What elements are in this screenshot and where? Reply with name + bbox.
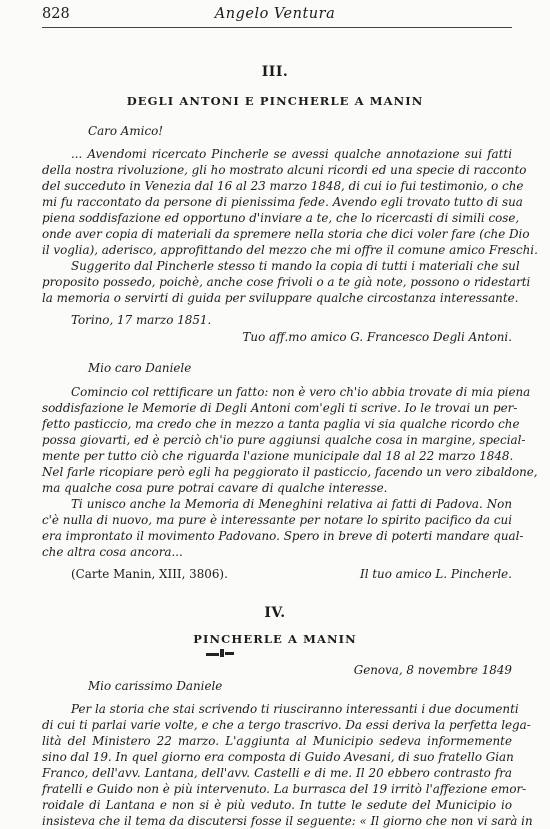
text-line: insisteva che il tema da discutersi fosse il seguente: « Il giorno che non vi sarà in	[42, 814, 533, 828]
text-line: di cui ti parlai varie volte, e che a tergo trascrivo. Da essi deriva la perfetta lega-	[42, 718, 531, 732]
header-rule	[42, 27, 512, 28]
text-line: Franco, dell'avv. Lantana, dell'avv. Castelli e di me. Il 20 ebbero contrasto fra	[42, 766, 512, 780]
text-line: fetto pasticcio, ma credo che in mezzo a tanta paglia vi sia qualche ricordo che	[42, 417, 520, 431]
text-line: della nostra rivoluzione, gli ho mostrato alcuni ricordi ed una specie di racconto	[42, 163, 527, 177]
text-line: lità del Ministero 22 marzo. L'aggiunta al Municipio sedeva informemente	[42, 734, 512, 748]
text-line: roidale di Lantana e non si è più veduto. In tutte le sedute del Municipio io	[42, 798, 512, 812]
text-line: era improntato il movimento Padovano. Spero in breve di poterti mandare qual-	[42, 529, 524, 543]
text-line: onde aver copia di materiali da spremere nella storia che dici voler fare (che Dio	[42, 227, 530, 241]
page-number: 828	[42, 6, 70, 22]
letter-salutation: Mio carissimo Daniele	[88, 679, 223, 693]
text-line: proposito possedo, poichè, anche cose frivoli o a te già note, possono o ridestarti	[42, 275, 531, 289]
text-line: fratelli e Guido non è più intervenuto. La burrasca del 19 irritò l'affezione emor-	[42, 782, 527, 796]
section-heading: DEGLI ANTONI E PINCHERLE A MANIN	[126, 94, 424, 108]
letter-salutation: Caro Amico!	[88, 124, 164, 138]
text-line: Ti unisco anche la Memoria di Meneghini relativa ai fatti di Padova. Non	[71, 497, 512, 511]
text-line: Comincio col rettificare un fatto: non è vero ch'io abbia trovate di mia piena	[71, 385, 531, 399]
text-line: sino dal 19. In quel giorno era composta di Guido Avesani, di suo fratello Gian	[42, 750, 514, 764]
text-line: Suggerito dal Pincherle stesso ti mando la copia di tutti i materiali che sul	[71, 259, 520, 273]
section-numeral: IV.	[264, 605, 286, 621]
text-line: piena soddisfazione ed opportuno d'inviare a te, che lo ricercasti di simili cose,	[42, 211, 520, 225]
text-line: la memoria o servirti di guida per sviluppare qualche circostanza interessante.	[42, 291, 519, 305]
text-line: Nel farle ricopiare però egli ha peggiorato il pasticcio, facendo un vero zibaldone,	[42, 465, 538, 479]
place-date: Torino, 17 marzo 1851.	[71, 313, 212, 327]
text-line: c'è nulla di nuovo, ma pure è interessante per notare lo spirito pacifico da cui	[42, 513, 512, 527]
text-line: possa giovarti, ed è perciò ch'io pure aggiunsi qualche cosa in margine, special-	[42, 433, 526, 447]
place-date: Genova, 8 novembre 1849	[353, 663, 512, 677]
section-numeral: III.	[261, 64, 289, 80]
letter-salutation: Mio caro Daniele	[88, 361, 192, 375]
text-line: che altra cosa ancora...	[42, 545, 183, 559]
stamp-mark	[206, 648, 234, 657]
text-line: del succeduto in Venezia dal 16 al 23 marzo 1848, di cui io fui testimonio, o che	[42, 179, 524, 193]
text-line: ... Avendomi ricercato Pincherle se avessi qualche annotazione sui fatti	[71, 147, 512, 161]
text-line: mente per tutto ciò che riguarda l'azione municipale dal 18 al 22 marzo 1848.	[42, 449, 514, 463]
text-line: mi fu raccontato da persone di pienissima fede. Avendo egli trovato tutto di sua	[42, 195, 523, 209]
signature: Il tuo amico L. Pincherle.	[360, 567, 512, 581]
text-line: soddisfazione le Memorie di Degli Antoni com'egli ti scrive. Io le trovai un per-	[42, 401, 518, 415]
running-title: Angelo Ventura	[214, 6, 336, 22]
text-line: il voglia), aderisco, approfittando del mezzo che mi offre il comune amico Freschi.	[42, 243, 538, 257]
section-heading: PINCHERLE A MANIN	[193, 632, 357, 646]
text-line: ma qualche cosa pure potrai cavare di qualche interesse.	[42, 481, 388, 495]
text-line: Per la storia che stai scrivendo ti riusciranno interessanti i due documenti	[71, 702, 519, 716]
source-citation: (Carte Manin, XIII, 3806).	[71, 567, 228, 581]
signature: Tuo aff.mo amico G. Francesco Degli Antoni.	[242, 330, 512, 344]
